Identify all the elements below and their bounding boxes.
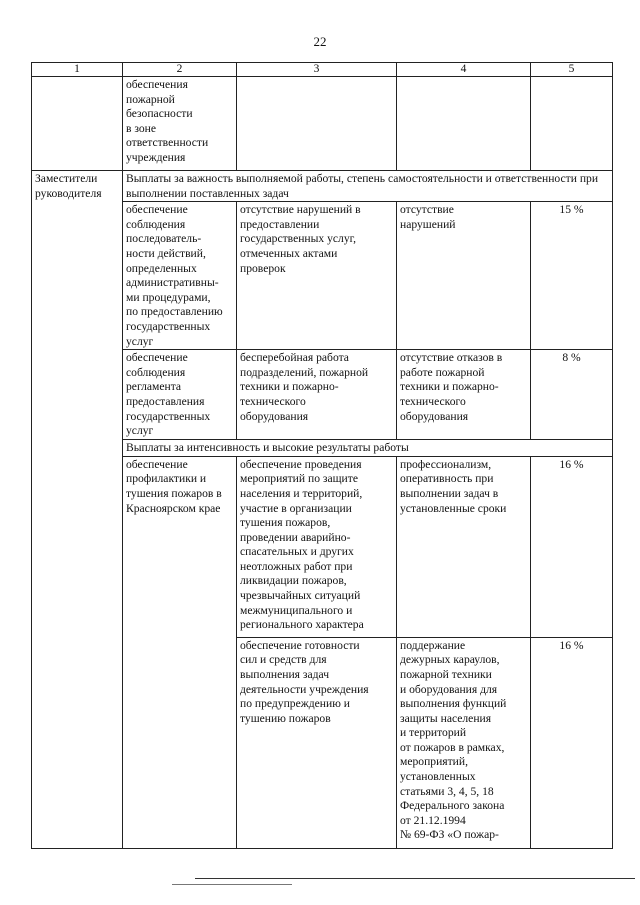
payments-table bbox=[31, 62, 613, 849]
condition-cell: бесперебойная работа подразделений, пожарной техники и пожарно- технического оборудования bbox=[237, 350, 397, 440]
section-title: Выплаты за важность выполняемой работы, степень самостоятельности и ответственности при выполнении поставленных задач bbox=[123, 171, 613, 202]
value-cell: 15 % bbox=[531, 202, 613, 350]
table-cell bbox=[397, 77, 531, 171]
table-cell bbox=[237, 77, 397, 171]
page-bottom-rule bbox=[172, 884, 292, 885]
value-cell: 16 % bbox=[531, 456, 613, 637]
section-title: Выплаты за интенсивность и высокие результаты работы bbox=[123, 440, 613, 457]
criterion-cell: обеспечения пожарной безопасности в зоне ответственности учреждения bbox=[123, 77, 237, 171]
page-number: 22 bbox=[313, 34, 327, 49]
column-header: 5 bbox=[531, 63, 613, 77]
value-cell: 16 % bbox=[531, 637, 613, 848]
column-header: 4 bbox=[397, 63, 531, 77]
section-title-row bbox=[32, 171, 613, 202]
indicator-cell: профессионализм, оперативность при выполнении задач в установленные сроки bbox=[397, 456, 531, 637]
condition-cell: отсутствие нарушений в предоставлении государственных услуг, отмеченных актами проверок bbox=[237, 202, 397, 350]
indicator-cell: поддержание дежурных караулов, пожарной техники и оборудования для выполнения функций защиты населения и территорий от пожаров в рамках, мероприятий, установленных статьями 3, 4, 5, 18 Федерального закона от 21.12.1994 № 69-ФЗ «О пожар- bbox=[397, 637, 531, 848]
criterion-cell: обеспечение соблюдения регламента предоставления государственных услуг bbox=[123, 350, 237, 440]
indicator-cell: отсутствие отказов в работе пожарной техники и пожарно- технического оборудования bbox=[397, 350, 531, 440]
page-bottom-rule bbox=[195, 878, 635, 879]
criterion-cell: обеспечение профилактики и тушения пожаров в Красноярском крае bbox=[123, 456, 237, 848]
column-header: 3 bbox=[237, 63, 397, 77]
condition-cell: обеспечение готовности сил и средств для выполнения задач деятельности учреждения по предупреждению и тушению пожаров bbox=[237, 637, 397, 848]
table-cell bbox=[32, 77, 123, 171]
table-header-row bbox=[32, 63, 613, 77]
indicator-cell: отсутствие нарушений bbox=[397, 202, 531, 350]
criterion-cell: обеспечение соблюдения последователь- ности действий, определенных административны- ми процедурами, по предоставлению государственных услуг bbox=[123, 202, 237, 350]
value-cell: 8 % bbox=[531, 350, 613, 440]
table-row bbox=[32, 77, 613, 171]
table-cell bbox=[531, 77, 613, 171]
column-header: 1 bbox=[32, 63, 123, 77]
column-header: 2 bbox=[123, 63, 237, 77]
position-cell: Заместители руководителя bbox=[32, 171, 123, 849]
condition-cell: обеспечение проведения мероприятий по защите населения и территорий, участие в организации тушения пожаров, проведении аварийно- спасательных и других неотложных работ при ликвидации пожаров, чрезвычайных ситуаций межмуниципального и регионального характера bbox=[237, 456, 397, 637]
